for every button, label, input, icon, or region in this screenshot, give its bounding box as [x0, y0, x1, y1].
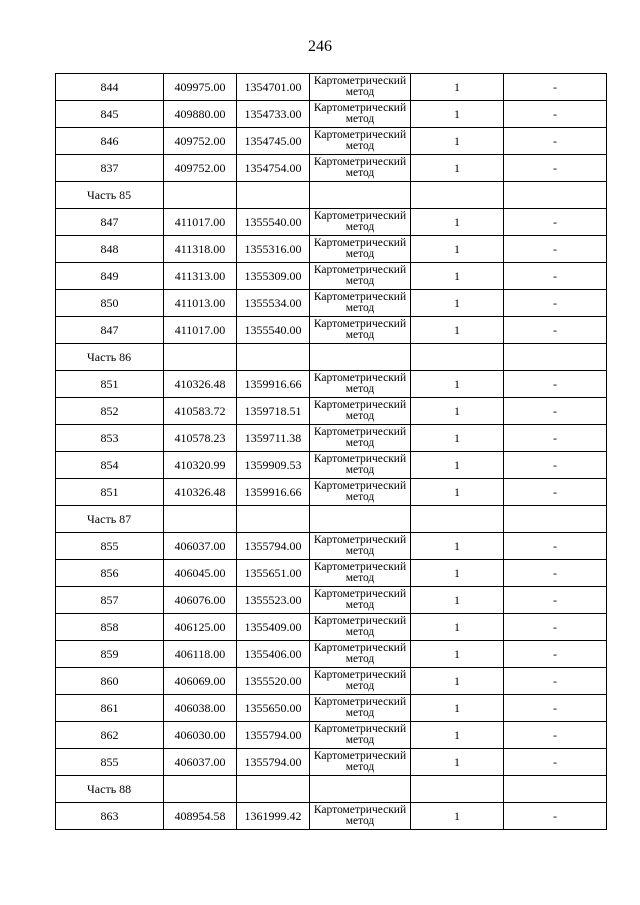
count-cell: 1	[411, 155, 504, 182]
dash-cell: -	[504, 452, 607, 479]
point-number-cell: 851	[56, 479, 164, 506]
x-coordinate-cell: 411313.00	[164, 263, 237, 290]
dash-cell: -	[504, 533, 607, 560]
empty-cell	[237, 182, 310, 209]
point-number-cell: 837	[56, 155, 164, 182]
x-coordinate-cell: 406030.00	[164, 722, 237, 749]
table-row	[56, 155, 607, 182]
x-coordinate-cell: 410320.99	[164, 452, 237, 479]
dash-cell: -	[504, 641, 607, 668]
x-coordinate-cell: 406118.00	[164, 641, 237, 668]
method-cell: Картометрический метод	[310, 398, 411, 425]
count-cell: 1	[411, 236, 504, 263]
count-cell: 1	[411, 695, 504, 722]
y-coordinate-cell: 1359916.66	[237, 371, 310, 398]
dash-cell: -	[504, 155, 607, 182]
table-row	[56, 209, 607, 236]
empty-cell	[411, 506, 504, 533]
y-coordinate-cell: 1355520.00	[237, 668, 310, 695]
coordinates-table-body	[56, 74, 607, 830]
count-cell: 1	[411, 533, 504, 560]
point-number-cell: 858	[56, 614, 164, 641]
method-cell: Картометрический метод	[310, 425, 411, 452]
count-cell: 1	[411, 560, 504, 587]
point-number-cell: 851	[56, 371, 164, 398]
method-cell: Картометрический метод	[310, 722, 411, 749]
y-coordinate-cell: 1355540.00	[237, 317, 310, 344]
section-row	[56, 182, 607, 209]
method-cell: Картометрический метод	[310, 290, 411, 317]
point-number-cell: 845	[56, 101, 164, 128]
x-coordinate-cell: 410578.23	[164, 425, 237, 452]
x-coordinate-cell: 410326.48	[164, 371, 237, 398]
table-row	[56, 641, 607, 668]
y-coordinate-cell: 1355794.00	[237, 749, 310, 776]
table-row	[56, 479, 607, 506]
empty-cell	[504, 182, 607, 209]
table-row	[56, 317, 607, 344]
dash-cell: -	[504, 263, 607, 290]
section-label: Часть 86	[56, 344, 164, 371]
method-cell: Картометрический метод	[310, 641, 411, 668]
section-label: Часть 88	[56, 776, 164, 803]
empty-cell	[310, 344, 411, 371]
y-coordinate-cell: 1355794.00	[237, 533, 310, 560]
x-coordinate-cell: 410583.72	[164, 398, 237, 425]
empty-cell	[411, 776, 504, 803]
method-cell: Картометрический метод	[310, 209, 411, 236]
dash-cell: -	[504, 209, 607, 236]
count-cell: 1	[411, 290, 504, 317]
y-coordinate-cell: 1355534.00	[237, 290, 310, 317]
y-coordinate-cell: 1354754.00	[237, 155, 310, 182]
count-cell: 1	[411, 425, 504, 452]
count-cell: 1	[411, 398, 504, 425]
count-cell: 1	[411, 371, 504, 398]
empty-cell	[164, 182, 237, 209]
point-number-cell: 854	[56, 452, 164, 479]
table-row	[56, 695, 607, 722]
dash-cell: -	[504, 479, 607, 506]
method-cell: Картометрический метод	[310, 479, 411, 506]
dash-cell: -	[504, 749, 607, 776]
dash-cell: -	[504, 101, 607, 128]
method-cell: Картометрический метод	[310, 803, 411, 830]
dash-cell: -	[504, 668, 607, 695]
y-coordinate-cell: 1355523.00	[237, 587, 310, 614]
empty-cell	[504, 776, 607, 803]
empty-cell	[237, 506, 310, 533]
method-cell: Картометрический метод	[310, 695, 411, 722]
point-number-cell: 847	[56, 317, 164, 344]
point-number-cell: 849	[56, 263, 164, 290]
count-cell: 1	[411, 74, 504, 101]
method-cell: Картометрический метод	[310, 263, 411, 290]
table-row	[56, 587, 607, 614]
empty-cell	[411, 344, 504, 371]
x-coordinate-cell: 410326.48	[164, 479, 237, 506]
empty-cell	[164, 506, 237, 533]
count-cell: 1	[411, 317, 504, 344]
method-cell: Картометрический метод	[310, 155, 411, 182]
y-coordinate-cell: 1361999.42	[237, 803, 310, 830]
x-coordinate-cell: 406076.00	[164, 587, 237, 614]
count-cell: 1	[411, 128, 504, 155]
dash-cell: -	[504, 803, 607, 830]
dash-cell: -	[504, 236, 607, 263]
method-cell: Картометрический метод	[310, 614, 411, 641]
point-number-cell: 855	[56, 533, 164, 560]
method-cell: Картометрический метод	[310, 560, 411, 587]
point-number-cell: 847	[56, 209, 164, 236]
x-coordinate-cell: 406037.00	[164, 533, 237, 560]
table-row	[56, 398, 607, 425]
dash-cell: -	[504, 587, 607, 614]
count-cell: 1	[411, 587, 504, 614]
table-row	[56, 668, 607, 695]
point-number-cell: 859	[56, 641, 164, 668]
dash-cell: -	[504, 560, 607, 587]
empty-cell	[164, 776, 237, 803]
table-row	[56, 533, 607, 560]
section-row	[56, 506, 607, 533]
empty-cell	[411, 182, 504, 209]
page-number: 246	[308, 38, 332, 55]
y-coordinate-cell: 1355406.00	[237, 641, 310, 668]
x-coordinate-cell: 408954.58	[164, 803, 237, 830]
y-coordinate-cell: 1355540.00	[237, 209, 310, 236]
x-coordinate-cell: 411017.00	[164, 209, 237, 236]
table-row	[56, 803, 607, 830]
x-coordinate-cell: 406069.00	[164, 668, 237, 695]
method-cell: Картометрический метод	[310, 128, 411, 155]
y-coordinate-cell: 1355650.00	[237, 695, 310, 722]
count-cell: 1	[411, 749, 504, 776]
count-cell: 1	[411, 614, 504, 641]
dash-cell: -	[504, 398, 607, 425]
y-coordinate-cell: 1355651.00	[237, 560, 310, 587]
count-cell: 1	[411, 263, 504, 290]
table-row	[56, 371, 607, 398]
dash-cell: -	[504, 371, 607, 398]
x-coordinate-cell: 406045.00	[164, 560, 237, 587]
count-cell: 1	[411, 479, 504, 506]
section-label: Часть 85	[56, 182, 164, 209]
empty-cell	[237, 344, 310, 371]
dash-cell: -	[504, 425, 607, 452]
table-row	[56, 722, 607, 749]
coordinates-table	[55, 73, 607, 830]
dash-cell: -	[504, 128, 607, 155]
empty-cell	[310, 182, 411, 209]
table-row	[56, 290, 607, 317]
section-row	[56, 344, 607, 371]
table-row	[56, 101, 607, 128]
point-number-cell: 844	[56, 74, 164, 101]
point-number-cell: 853	[56, 425, 164, 452]
empty-cell	[310, 506, 411, 533]
x-coordinate-cell: 406038.00	[164, 695, 237, 722]
y-coordinate-cell: 1354745.00	[237, 128, 310, 155]
y-coordinate-cell: 1355309.00	[237, 263, 310, 290]
count-cell: 1	[411, 722, 504, 749]
method-cell: Картометрический метод	[310, 533, 411, 560]
table-row	[56, 263, 607, 290]
point-number-cell: 852	[56, 398, 164, 425]
x-coordinate-cell: 406037.00	[164, 749, 237, 776]
dash-cell: -	[504, 695, 607, 722]
dash-cell: -	[504, 290, 607, 317]
method-cell: Картометрический метод	[310, 452, 411, 479]
point-number-cell: 850	[56, 290, 164, 317]
count-cell: 1	[411, 803, 504, 830]
table-row	[56, 614, 607, 641]
method-cell: Картометрический метод	[310, 317, 411, 344]
x-coordinate-cell: 409880.00	[164, 101, 237, 128]
table-row	[56, 560, 607, 587]
point-number-cell: 857	[56, 587, 164, 614]
empty-cell	[504, 344, 607, 371]
count-cell: 1	[411, 101, 504, 128]
point-number-cell: 860	[56, 668, 164, 695]
x-coordinate-cell: 411318.00	[164, 236, 237, 263]
y-coordinate-cell: 1359909.53	[237, 452, 310, 479]
table-row	[56, 452, 607, 479]
point-number-cell: 862	[56, 722, 164, 749]
count-cell: 1	[411, 452, 504, 479]
table-row	[56, 74, 607, 101]
x-coordinate-cell: 409975.00	[164, 74, 237, 101]
method-cell: Картометрический метод	[310, 371, 411, 398]
dash-cell: -	[504, 722, 607, 749]
count-cell: 1	[411, 209, 504, 236]
x-coordinate-cell: 409752.00	[164, 155, 237, 182]
empty-cell	[310, 776, 411, 803]
section-row	[56, 776, 607, 803]
x-coordinate-cell: 411013.00	[164, 290, 237, 317]
table-row	[56, 425, 607, 452]
section-label: Часть 87	[56, 506, 164, 533]
method-cell: Картометрический метод	[310, 101, 411, 128]
empty-cell	[504, 506, 607, 533]
method-cell: Картометрический метод	[310, 74, 411, 101]
y-coordinate-cell: 1359711.38	[237, 425, 310, 452]
dash-cell: -	[504, 74, 607, 101]
method-cell: Картометрический метод	[310, 749, 411, 776]
point-number-cell: 848	[56, 236, 164, 263]
count-cell: 1	[411, 668, 504, 695]
point-number-cell: 863	[56, 803, 164, 830]
point-number-cell: 861	[56, 695, 164, 722]
empty-cell	[164, 344, 237, 371]
x-coordinate-cell: 411017.00	[164, 317, 237, 344]
method-cell: Картометрический метод	[310, 668, 411, 695]
point-number-cell: 846	[56, 128, 164, 155]
y-coordinate-cell: 1355316.00	[237, 236, 310, 263]
y-coordinate-cell: 1355794.00	[237, 722, 310, 749]
point-number-cell: 856	[56, 560, 164, 587]
x-coordinate-cell: 406125.00	[164, 614, 237, 641]
method-cell: Картометрический метод	[310, 236, 411, 263]
point-number-cell: 855	[56, 749, 164, 776]
y-coordinate-cell: 1354701.00	[237, 74, 310, 101]
count-cell: 1	[411, 641, 504, 668]
table-row	[56, 749, 607, 776]
y-coordinate-cell: 1354733.00	[237, 101, 310, 128]
table-row	[56, 128, 607, 155]
dash-cell: -	[504, 614, 607, 641]
x-coordinate-cell: 409752.00	[164, 128, 237, 155]
method-cell: Картометрический метод	[310, 587, 411, 614]
y-coordinate-cell: 1359718.51	[237, 398, 310, 425]
table-row	[56, 236, 607, 263]
dash-cell: -	[504, 317, 607, 344]
y-coordinate-cell: 1359916.66	[237, 479, 310, 506]
y-coordinate-cell: 1355409.00	[237, 614, 310, 641]
empty-cell	[237, 776, 310, 803]
